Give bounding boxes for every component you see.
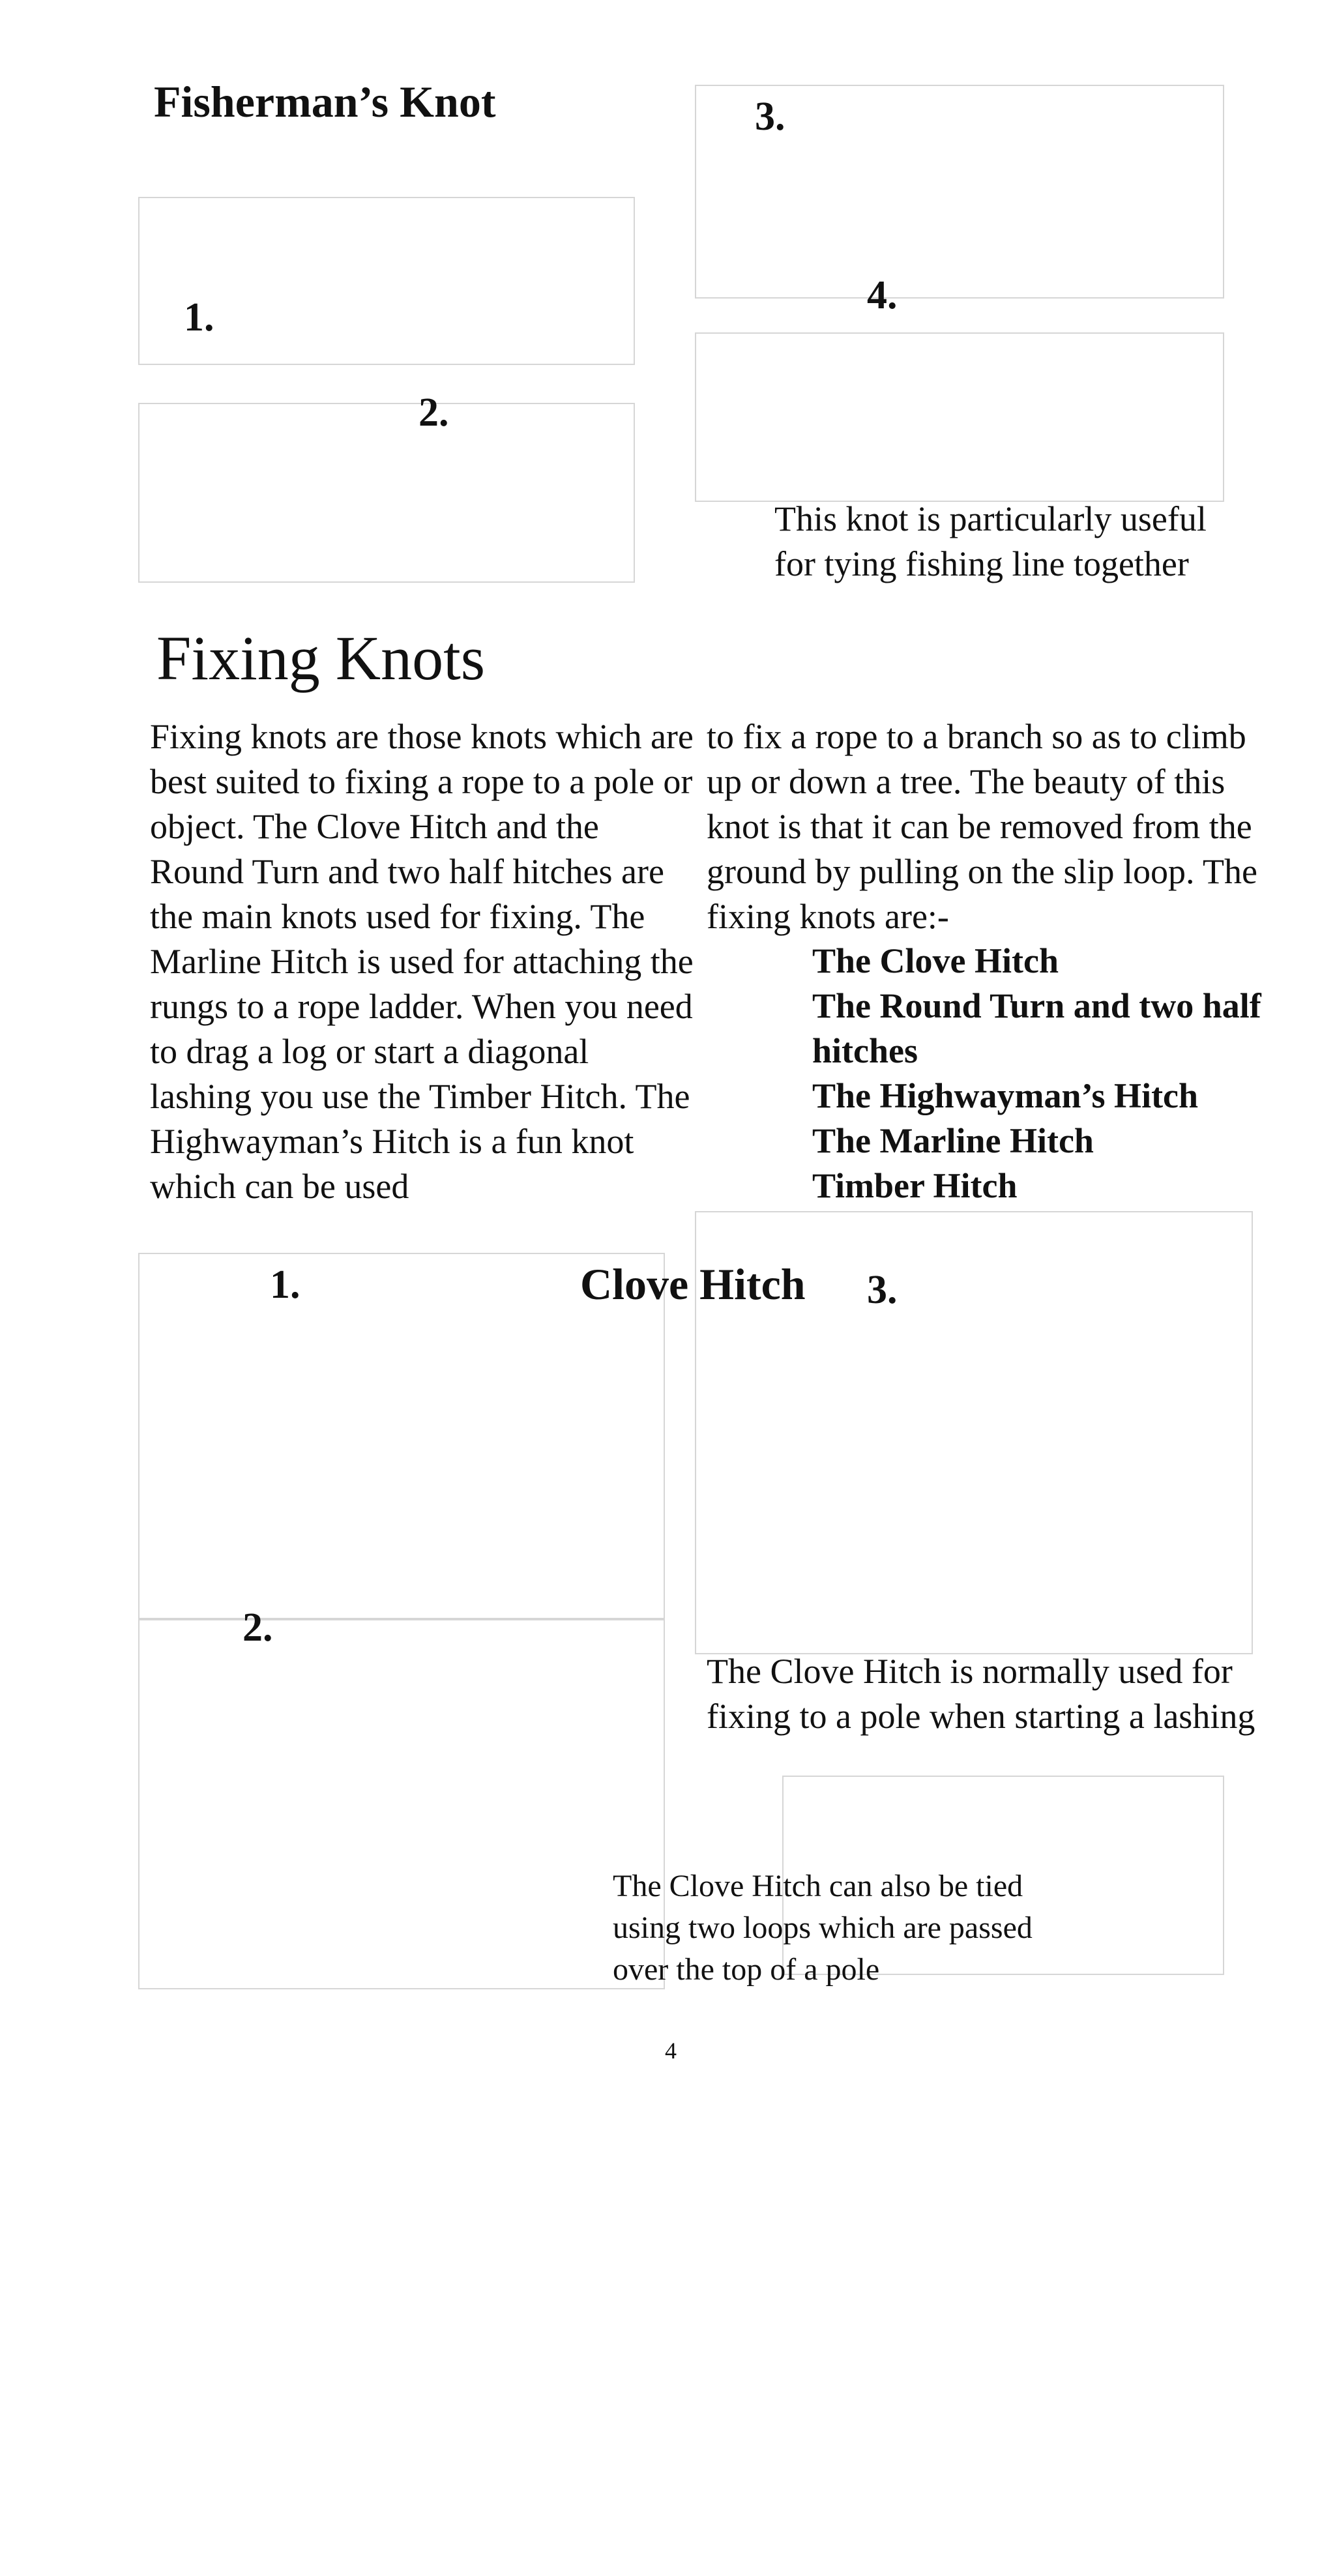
- page-number: 4: [665, 2038, 677, 2064]
- clove-step-3-label: 3.: [867, 1268, 898, 1312]
- clove-caption-2: [613, 1866, 1069, 1991]
- knot-list-item: The Highwayman’s Hitch: [812, 1076, 1199, 1115]
- knot-list-item: Timber Hitch: [812, 1166, 1018, 1205]
- clove-step-2-label: 2.: [242, 1605, 273, 1650]
- knot-list-item: The Round Turn and two half hitches: [812, 986, 1261, 1070]
- knot-list-item: The Clove Hitch: [812, 941, 1059, 980]
- fisherman-knot-title: Fisherman’s Knot: [154, 77, 496, 126]
- fisherman-step-1-image: [138, 197, 635, 365]
- fisherman-step-3-label: 3.: [755, 95, 785, 139]
- clove-step-2-image: [138, 1619, 665, 1989]
- fixing-knots-column-1: [150, 714, 697, 1209]
- fisherman-step-4-label: 4.: [867, 273, 898, 317]
- fixing-knots-paragraph-2: to fix a rope to a branch so as to climb up or down a tree. The beauty of this knot is that it can be removed from the ground by pulling on the slip loop. The fixing knots are:-: [707, 717, 1257, 936]
- fisherman-caption-text: This knot is particularly useful for tying fishing line together: [774, 499, 1207, 583]
- fisherman-caption: [774, 497, 1231, 587]
- fixing-knots-column-2: [707, 714, 1280, 939]
- clove-hitch-title: Clove Hitch: [580, 1259, 806, 1309]
- fisherman-step-4-image: [695, 332, 1224, 502]
- clove-caption-2-text: The Clove Hitch can also be tied using two loops which are passed over the top of a pole: [613, 1869, 1033, 1987]
- fisherman-step-2-label: 2.: [418, 390, 449, 435]
- clove-step-1-label: 1.: [270, 1263, 301, 1307]
- fisherman-step-2-image: [138, 403, 635, 583]
- clove-caption-1-text: The Clove Hitch is normally used for fixing to a pole when starting a lashing: [707, 1652, 1255, 1736]
- knot-list-item: The Marline Hitch: [812, 1121, 1094, 1160]
- fisherman-step-1-label: 1.: [184, 295, 214, 340]
- fixing-knots-title: Fixing Knots: [156, 623, 486, 693]
- fixing-knots-list: [812, 939, 1269, 1208]
- fixing-knots-paragraph-1: Fixing knots are those knots which are best suited to fixing a rope to a pole or object. The Clove Hitch and the Round Turn and two half hitches are the main knots used for fixing. The Marline Hitch is used for attaching the rungs to a rope ladder. When you need to drag a log or start a diagonal lashing you use the Timber Hitch. The Highwayman’s Hitch is a fun knot which can be used: [150, 717, 694, 1206]
- clove-caption-1: [707, 1649, 1280, 1739]
